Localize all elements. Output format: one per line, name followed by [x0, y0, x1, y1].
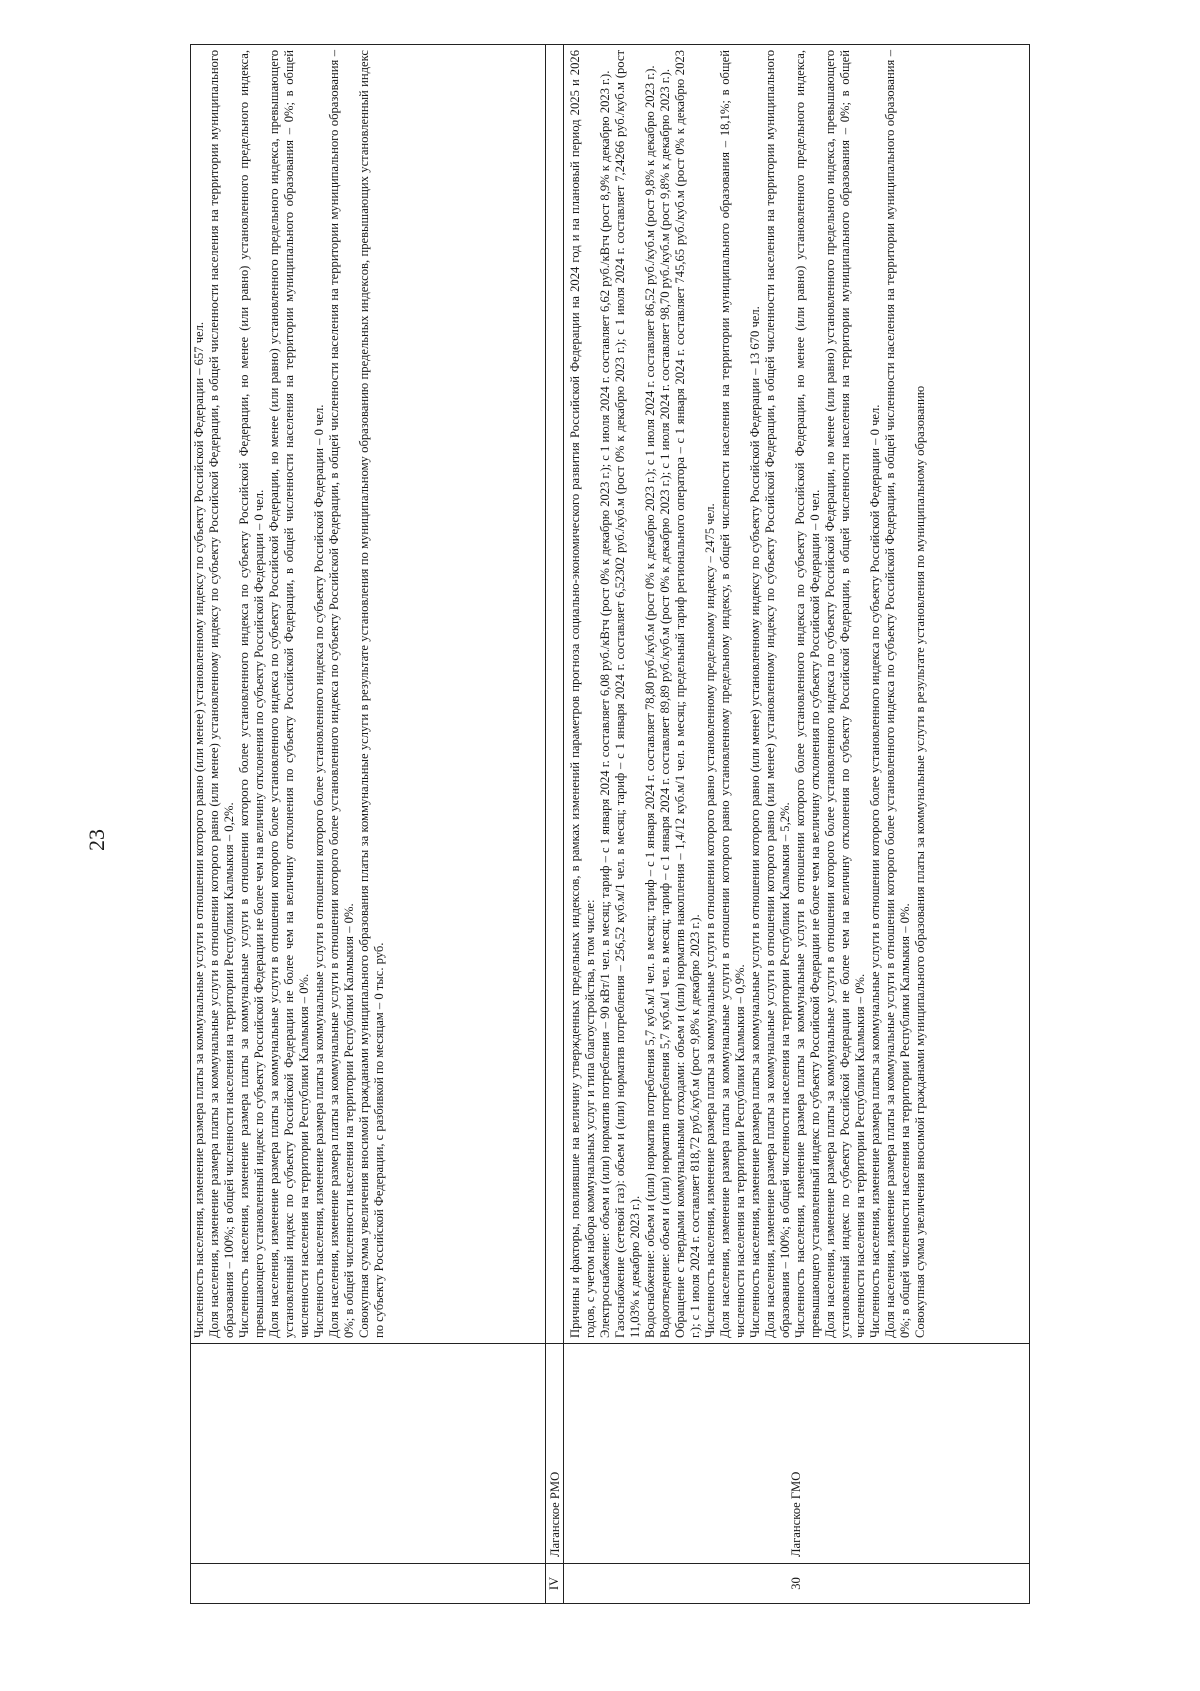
paragraph: Численность населения, изменение размера платы за коммунальные услуги в отношении которого более установленного индекса по субъекту Российской Федерации, но менее (или равно) установленного предельного индекса, превышающего установленный индекс по субъекту Российской Федерации не более чем на величину отклонения по субъекту Российской Федерации – 0 чел.	[237, 50, 266, 1338]
row-number-cell	[191, 1563, 545, 1603]
municipality-cell: Лаганское ГМО	[564, 1343, 1029, 1563]
municipality-cell	[191, 1343, 545, 1563]
paragraph: Электроснабжение: объем и (или) норматив потребления – 90 кВт/1 чел. в месяц; тариф – с 1 января 2024 г. составляет 6,08 руб./кВтч (рост 0% к декабрю 2023 г.); с 1 июля 2024 г. составляет 6,62 руб./кВтч (рост 8,9% к декабрю 2023 г.).	[598, 70, 612, 1338]
utility-indices-table	[190, 44, 1030, 1604]
paragraph: Обращение с твердыми коммунальными отходами: объем и (или) норматив накопления – 1,4/12 куб.м/1 чел. в месяц; предельный тариф регионального оператора – с 1 января 2024 г. составляет 745,65 руб./куб.м (рост 0% к декабрю 2023 г.); с 1 июля 2024 г. составляет 818,72 руб./куб.м (рост 9,8% к декабрю 2023 г.).	[673, 50, 702, 1338]
paragraph: Доля населения, изменение размера платы за коммунальные услуги в отношении которого более установленного индекса по субъекту Российской Федерации, в общей численности населения на территории муниципального образования – 0%; в общей численности населения на территории Республики Калмыкия – 0%.	[883, 50, 912, 1338]
municipality-cell: Лаганское РМО	[546, 1343, 563, 1563]
paragraph: Газоснабжение (сетевой газ): объем и (или) норматив потребления – 256,52 куб.м/1 чел. в месяц; тариф – с 1 января 2024 г. составляет 6,52302 руб./куб.м (рост 0% к декабрю 2023 г.); с 1 июля 2024 г. составляет 7,24266 руб./куб.м (рост 11,03% к декабрю 2023 г.).	[613, 50, 642, 1338]
row-number-cell: IV	[546, 1563, 563, 1603]
page-number: 23	[84, 829, 109, 851]
paragraph: Доля населения, изменение размера платы за коммунальные услуги в отношении которого более установленного индекса по субъекту Российской Федерации, в общей численности населения на территории муниципального образования – 0%; в общей численности населения на территории Республики Калмыкия – 0%.	[327, 50, 356, 1338]
paragraph: Причины и факторы, повлиявшие на величину утвержденных предельных индексов, в рамках изменений параметров прогноза социально-экономического развития Российской Федерации на 2024 год и на плановый период 2025 и 2026 годов, с учетом набора коммунальных услуг и типа благоустройства, в том числе:	[568, 50, 597, 1338]
paragraph: Водоснабжение: объем и (или) норматив потребления 5,7 куб.м/1 чел. в месяц; тариф – с 1 января 2024 г. составляет 78,80 руб./куб.м (рост 0% к декабрю 2023 г.); с 1 июля 2024 г. составляет 86,52 руб./куб.м (рост 9,8% к декабрю 2023 г.).	[643, 65, 657, 1338]
description-cell	[191, 45, 545, 1343]
paragraph: Численность населения, изменение размера платы за коммунальные услуги в отношении которого равно (или менее) установленному индексу по субъекту Российской Федерации – 657 чел.	[192, 321, 206, 1338]
paragraph: Численность населения, изменение размера платы за коммунальные услуги в отношении которого более установленного индекса по субъекту Российской Федерации – 0 чел.	[312, 404, 326, 1338]
table-row	[191, 45, 546, 1603]
table-row	[564, 45, 1029, 1603]
paragraph: Совокупная сумма увеличения вносимой гражданами муниципального образования платы за коммунальные услуги в результате установления по муниципальному образованию	[913, 385, 927, 1338]
paragraph: Водоотведение: объем и (или) норматив потребления 5,7 куб.м/1 чел. в месяц; тариф – с 1 января 2024 г. составляет 89,89 руб./куб.м (рост 0% к декабрю 2023 г.); с 1 июля 2024 г. составляет 98,70 руб./куб.м (рост 9,8% к декабрю 2023 г.).	[658, 68, 672, 1338]
paragraph: Совокупная сумма увеличения вносимой гражданами муниципального образования платы за коммунальные услуги в результате установления по муниципальному образованию предельных индексов, превышающих установленный индекс по субъекту Российской Федерации, с разбивкой по месяцам – 0 тыс. руб.	[357, 50, 386, 1338]
paragraph: Доля населения, изменение размера платы за коммунальные услуги в отношении которого равно (или менее) установленному индексу по субъекту Российской Федерации, в общей численности населения на территории муниципального образования – 100%; в общей численности населения на территории Республики Калмыкия – 5,2%.	[763, 50, 792, 1338]
description-cell	[546, 45, 563, 1343]
description-cell	[564, 45, 1029, 1343]
paragraph: Численность населения, изменение размера платы за коммунальные услуги в отношении которого равно (или менее) установленному индексу по субъекту Российской Федерации – 13 670 чел.	[748, 306, 762, 1338]
table-row	[546, 45, 564, 1603]
paragraph: Доля населения, изменение размера платы за коммунальные услуги в отношении которого равно (или менее) установленному индексу по субъекту Российской Федерации, в общей численности населения на территории муниципального образования – 100%; в общей численности населения на территории Республики Калмыкия – 0,2%.	[207, 50, 236, 1338]
paragraph: Доля населения, изменение размера платы за коммунальные услуги в отношении которого более установленного индекса по субъекту Российской Федерации, но менее (или равно) установленного предельного индекса, превышающего установленный индекс по субъекту Российской Федерации не более чем на величину отклонения по субъекту Российской Федерации, в общей численности населения на территории муниципального образования – 0%; в общей численности населения на территории Республики Калмыкия – 0%.	[823, 50, 867, 1338]
paragraph: Численность населения, изменение размера платы за коммунальные услуги в отношении которого равно установленному предельному индексу – 2475 чел.	[703, 503, 717, 1338]
paragraph: Доля населения, изменение размера платы за коммунальные услуги в отношении которого равно установленному предельному индексу, в общей численности населения на территории муниципального образования – 18,1%; в общей численности населения на территории Республики Калмыкия – 0,9%.	[718, 50, 747, 1338]
paragraph: Доля населения, изменение размера платы за коммунальные услуги в отношении которого более установленного индекса по субъекту Российской Федерации, но менее (или равно) установленного предельного индекса, превышающего установленный индекс по субъекту Российской Федерации не более чем на величину отклонения по субъекту Российской Федерации, в общей численности населения на территории муниципального образования – 0%; в общей численности населения на территории Республики Калмыкия – 0%.	[267, 50, 311, 1338]
paragraph: Численность населения, изменение размера платы за коммунальные услуги в отношении которого более установленного индекса по субъекту Российской Федерации – 0 чел.	[868, 404, 882, 1338]
paragraph: Численность населения, изменение размера платы за коммунальные услуги в отношении которого более установленного индекса по субъекту Российской Федерации, но менее (или равно) установленного предельного индекса, превышающего установленный индекс по субъекту Российской Федерации не более чем на величину отклонения по субъекту Российской Федерации – 0 чел.	[793, 50, 822, 1338]
row-number-cell: 30	[564, 1563, 1029, 1603]
